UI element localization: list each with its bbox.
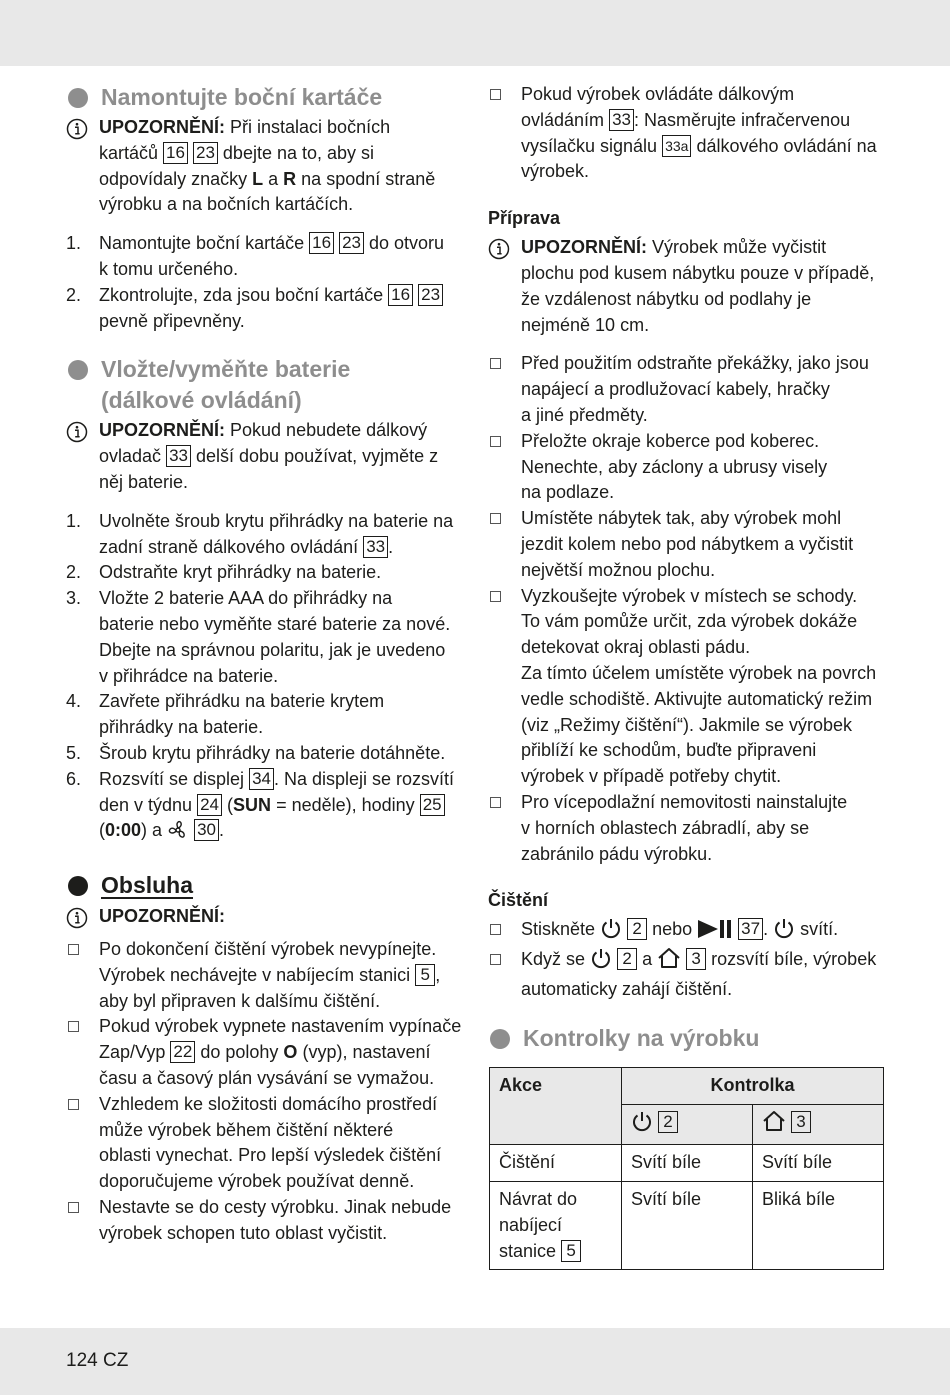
ref-badge: 23 — [418, 284, 443, 306]
checkbox-bullet-icon — [488, 82, 521, 185]
warning-note — [488, 235, 884, 338]
text: do polohy — [200, 1042, 279, 1063]
text: Vložte 2 baterie AAA do přihrádky na — [99, 588, 393, 609]
list-item — [66, 937, 462, 1014]
ref-badge: 37 — [738, 918, 763, 940]
step-number: 1. — [66, 510, 82, 531]
text: Výrobek může vyčistit — [652, 237, 827, 258]
ref-badge: 16 — [309, 232, 334, 254]
checkbox-bullet-icon — [488, 506, 521, 583]
right-column — [488, 82, 884, 1270]
text: svítí. — [800, 919, 839, 940]
home-icon — [762, 1110, 786, 1140]
text: stanice — [499, 1240, 557, 1261]
text: Rozsvítí se displej — [99, 768, 245, 789]
ref-badge: 25 — [420, 794, 445, 816]
text: Pro vícepodlažní nemovitosti nainstalujte — [521, 791, 848, 812]
info-circle-icon — [66, 418, 99, 495]
ref-badge: 5 — [561, 1240, 581, 1262]
subsection-title: Příprava — [488, 208, 561, 229]
text: Dbejte na správnou polaritu, jak je uvedeno — [99, 639, 446, 660]
text: Vzhledem ke složitosti domácího prostředí — [99, 1093, 438, 1114]
section-heading-operation — [66, 870, 462, 901]
text: že vzdálenost nábytku od podlahy je — [521, 288, 812, 309]
text: ovladač — [99, 446, 162, 467]
checkbox-bullet-icon — [66, 1092, 99, 1195]
bullet-list — [488, 351, 884, 867]
indicator-table — [489, 1067, 884, 1271]
step-number: 2. — [66, 284, 82, 305]
text: v horních oblastech zábradlí, aby se — [521, 817, 810, 838]
step-number: 5. — [66, 742, 82, 763]
checkbox-bullet-icon — [66, 1195, 99, 1247]
text: výrobku a na bočních kartáčích. — [99, 194, 354, 215]
checkbox-bullet-icon — [488, 790, 521, 867]
ref-badge: 2 — [627, 918, 647, 940]
section-heading-batteries — [66, 354, 462, 416]
text: SUN — [233, 794, 272, 815]
text: Pokud výrobek ovládáte dálkovým — [521, 84, 795, 104]
text: Šroub krytu přihrádky na baterie dotáhněte. — [99, 742, 446, 763]
list-item — [66, 1092, 462, 1195]
text: nejméně 10 cm. — [521, 314, 650, 335]
table-header-cell: Akce — [490, 1067, 622, 1145]
text: . — [388, 536, 394, 557]
section-heading-indicators — [488, 1023, 884, 1054]
bullet-list — [488, 917, 884, 1002]
text: na spodní straně — [301, 168, 436, 189]
list-item — [488, 506, 884, 583]
left-column — [66, 82, 462, 1246]
text: Pokud výrobek vypnete nastavením vypínače — [99, 1016, 462, 1037]
table-row — [490, 1145, 884, 1182]
ref-badge: 33 — [363, 536, 388, 558]
table-cell: Bliká bíle — [753, 1182, 884, 1270]
text: den v týdnu — [99, 794, 193, 815]
text: ) a — [141, 820, 163, 841]
text: dbejte na to, aby si — [222, 142, 375, 163]
list-item — [66, 231, 462, 283]
list-item — [488, 584, 884, 790]
page-number: 124 CZ — [66, 1350, 129, 1371]
checkbox-bullet-icon — [66, 937, 99, 1014]
section-title: Obsluha — [101, 872, 194, 899]
text: výrobek v případě potřeby chytit. — [521, 766, 782, 787]
text: aby byl připraven k dalšímu čištění. — [99, 990, 381, 1011]
table-cell — [490, 1182, 622, 1270]
list-item — [66, 509, 462, 561]
list-item — [66, 586, 462, 689]
text: baterie nebo vyměňte staré baterie za nové. — [99, 613, 451, 634]
list-item — [488, 917, 884, 947]
text: ( — [99, 820, 105, 841]
text: může výrobek během čištění některé — [99, 1119, 394, 1140]
text: ovládáním — [521, 109, 605, 130]
text: 0:00 — [105, 820, 142, 841]
text: Před použitím odstraňte překážky, jako jsou — [521, 353, 869, 374]
text: R — [283, 168, 297, 189]
text: Za tímto účelem umístěte výrobek na povrch — [521, 662, 877, 683]
info-circle-icon — [66, 115, 99, 218]
step-number: 4. — [66, 691, 82, 712]
table-row — [490, 1182, 884, 1270]
section-title: Namontujte boční kartáče — [101, 84, 383, 110]
text: na podlaze. — [521, 482, 615, 503]
text: . — [219, 820, 225, 841]
text: automaticky zahájí čištění. — [521, 978, 733, 999]
checkbox-bullet-icon — [488, 429, 521, 506]
checkbox-bullet-icon — [488, 351, 521, 428]
checkbox-bullet-icon — [66, 1014, 99, 1091]
text: vysílačku signálu — [521, 135, 658, 156]
section-heading-side-brushes — [66, 82, 462, 113]
subsection-title: Čištění — [488, 890, 549, 911]
table-header-cell: Kontrolka — [622, 1067, 884, 1104]
ref-badge: 5 — [415, 964, 435, 986]
text: vedle schodiště. Aktivujte automatický režim — [521, 688, 873, 709]
section-title: (dálkové ovládání) — [101, 387, 302, 414]
text: Když se — [521, 949, 586, 970]
text: ( — [227, 794, 234, 815]
text: kartáčů — [99, 142, 159, 163]
warning-note — [66, 115, 462, 218]
home-icon — [657, 947, 681, 977]
text: Zavřete přihrádku na baterie krytem — [99, 691, 385, 712]
text: (vyp), nastavení — [302, 1042, 431, 1063]
power-icon — [590, 947, 612, 977]
table-cell: Svítí bíle — [622, 1145, 753, 1182]
list-item — [488, 790, 884, 867]
text: přiblíží ke schodům, buďte připraveni — [521, 740, 817, 761]
text: (viz „Režimy čištění“). Jakmile se výrobek — [521, 714, 853, 735]
list-item — [488, 82, 884, 185]
text: doporučujeme výrobek používat denně. — [99, 1171, 415, 1192]
ref-badge: 2 — [658, 1111, 678, 1133]
ref-badge: 3 — [791, 1111, 811, 1133]
text: nebo — [652, 919, 693, 940]
warning-text — [99, 115, 462, 218]
list-item — [66, 560, 462, 586]
text: jezdit kolem nebo pod nábytkem a vyčistit — [521, 533, 854, 554]
text: výrobek schopen tuto oblast vyčistit. — [99, 1222, 388, 1243]
text: Zkontrolujte, zda jsou boční kartáče — [99, 284, 384, 305]
text: rozsvítí bíle, výrobek — [711, 949, 877, 970]
text: plochu pod kusem nábytku pouze v případě, — [521, 262, 875, 283]
section-title: Vložte/vyměňte baterie — [101, 356, 351, 383]
ref-badge: 33 — [609, 109, 634, 131]
text: , — [435, 964, 441, 985]
text: Přeložte okraje koberce pod koberec. — [521, 430, 820, 451]
text: času a časový plán vysávání se vymažou. — [99, 1067, 435, 1088]
text: Namontujte boční kartáče — [99, 233, 305, 254]
text: něj baterie. — [99, 471, 189, 492]
text: . Na displeji se rozsvítí — [274, 768, 455, 789]
text: = neděle), hodiny — [276, 794, 415, 815]
warning-note — [66, 418, 462, 495]
text: O — [283, 1042, 298, 1063]
text: a — [642, 949, 653, 970]
text: dálkového ovládání na — [696, 135, 877, 156]
step-number: 1. — [66, 233, 82, 254]
warning-note — [66, 904, 462, 937]
text: napájecí a prodlužovací kabely, hračky — [521, 379, 830, 400]
checkbox-bullet-icon — [488, 917, 521, 947]
text: k tomu určeného. — [99, 258, 239, 279]
warning-label: UPOZORNĚNÍ: — [521, 237, 647, 258]
checkbox-bullet-icon — [488, 584, 521, 790]
text: Odstraňte kryt přihrádky na baterie. — [99, 562, 382, 583]
section-bullet-icon — [68, 88, 88, 108]
fan-icon — [167, 820, 189, 848]
list-item — [66, 741, 462, 767]
ref-badge: 16 — [163, 142, 188, 164]
bullet-list — [66, 937, 462, 1247]
header-band — [0, 0, 950, 66]
list-item — [488, 351, 884, 428]
text: Pokud nebudete dálkový — [230, 420, 428, 441]
ref-badge: 34 — [249, 768, 274, 790]
ref-badge: 23 — [339, 232, 364, 254]
power-icon — [773, 917, 795, 947]
text: To vám pomůže určit, zda výrobek dokáže — [521, 611, 858, 632]
text: pevně připevněny. — [99, 310, 245, 331]
list-item — [488, 429, 884, 506]
text: a — [268, 168, 279, 189]
ref-badge: 33 — [166, 445, 191, 467]
section-bullet-icon — [490, 1029, 510, 1049]
text: Nestavte se do cesty výrobku. Jinak nebude — [99, 1196, 452, 1217]
text: odpovídaly značky — [99, 168, 248, 189]
list-item — [66, 1014, 462, 1091]
step-number: 6. — [66, 768, 82, 789]
list-item — [66, 283, 462, 335]
text: výrobek. — [521, 161, 590, 182]
text: největší možnou plochu. — [521, 559, 716, 580]
section-bullet-icon — [68, 876, 88, 896]
text: Při instalaci bočních — [230, 117, 391, 137]
text: Uvolněte šroub krytu přihrádky na baterie na — [99, 510, 454, 531]
text: Vyzkoušejte výrobek v místech se schody. — [521, 585, 858, 606]
ref-badge: 33a — [662, 135, 691, 157]
text: Návrat do — [499, 1189, 578, 1210]
warning-label: UPOZORNĚNÍ: — [99, 117, 225, 137]
text: Stiskněte — [521, 919, 596, 940]
info-circle-icon — [66, 904, 99, 937]
text: přihrádky na baterie. — [99, 717, 264, 738]
section-title: Kontrolky na výrobku — [523, 1024, 760, 1051]
section-bullet-icon — [68, 360, 88, 380]
text: Po dokončení čištění výrobek nevypínejte. — [99, 938, 437, 959]
table-header-cell — [622, 1104, 753, 1145]
warning-label: UPOZORNĚNÍ: — [99, 420, 225, 441]
text: zabránilo pádu výrobku. — [521, 843, 713, 864]
text: oblasti vynechat. Pro lepší výsledek čištění — [99, 1145, 442, 1166]
play-pause-icon — [697, 919, 733, 947]
ref-badge: 2 — [617, 948, 637, 970]
info-circle-icon — [488, 235, 521, 338]
text: v přihrádce na baterie. — [99, 665, 279, 686]
text: Výrobek nechávejte v nabíjecím stanici — [99, 964, 411, 985]
checkbox-bullet-icon — [488, 947, 521, 1003]
text: Zap/Vyp — [99, 1042, 166, 1063]
list-item — [66, 767, 462, 848]
ref-badge: 3 — [686, 948, 706, 970]
ref-badge: 16 — [388, 284, 413, 306]
power-icon — [631, 1110, 653, 1140]
numbered-list — [66, 231, 462, 334]
text: Nenechte, aby záclony a ubrusy visely — [521, 456, 828, 477]
list-item — [488, 947, 884, 1003]
table-header-cell — [753, 1104, 884, 1145]
text: zadní straně dálkového ovládání — [99, 536, 359, 557]
text: . — [763, 919, 769, 940]
ref-badge: 30 — [194, 819, 219, 841]
text: : Nasměrujte infračervenou — [634, 109, 851, 130]
ref-badge: 24 — [197, 794, 222, 816]
ref-badge: 22 — [170, 1041, 195, 1063]
text: delší dobu používat, vyjměte z — [196, 446, 439, 467]
list-item — [66, 1195, 462, 1247]
text: nabíjecí — [499, 1214, 563, 1235]
table-cell: Svítí bíle — [753, 1145, 884, 1182]
text: do otvoru — [369, 233, 445, 254]
footer-band — [0, 1328, 950, 1395]
table-cell: Čištění — [490, 1145, 622, 1182]
step-number: 2. — [66, 562, 82, 583]
step-number: 3. — [66, 588, 82, 609]
text: L — [252, 168, 264, 189]
list-item — [66, 689, 462, 741]
table-cell: Svítí bíle — [622, 1182, 753, 1270]
text: Umístěte nábytek tak, aby výrobek mohl — [521, 508, 842, 529]
ref-badge: 23 — [193, 142, 218, 164]
warning-label: UPOZORNĚNÍ: — [99, 906, 225, 927]
table-header-row — [490, 1067, 884, 1104]
text: detekovat okraj oblasti pádu. — [521, 637, 751, 658]
text: a jiné předměty. — [521, 404, 648, 425]
power-icon — [600, 917, 622, 947]
numbered-list — [66, 509, 462, 848]
